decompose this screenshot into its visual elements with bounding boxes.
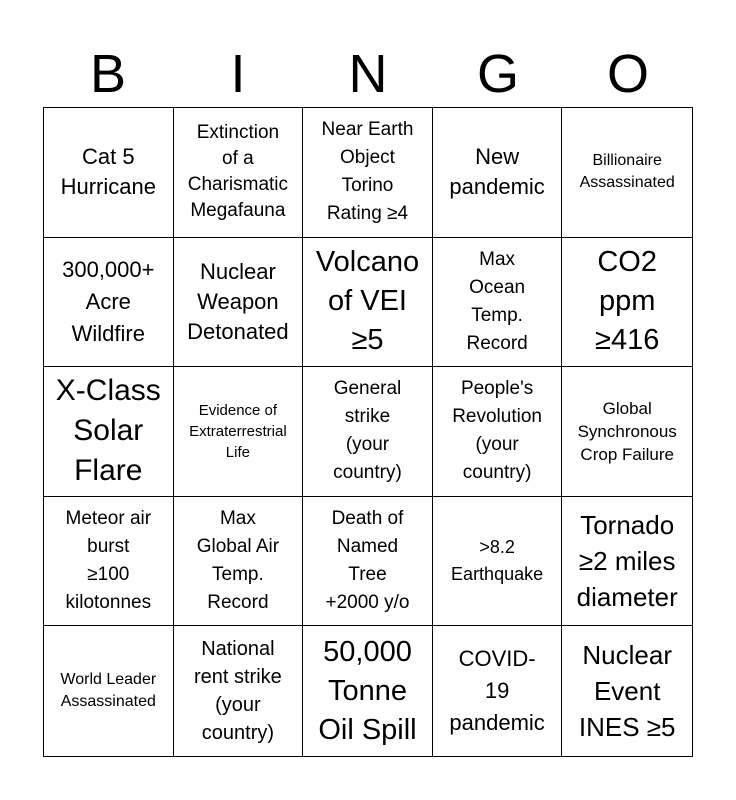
cell-text: Tornado ≥2 miles diameter bbox=[576, 510, 678, 613]
cell-text: Death of Named Tree +2000 y/o bbox=[325, 508, 410, 614]
bingo-cell[interactable] bbox=[433, 497, 563, 627]
bingo-cell[interactable] bbox=[303, 238, 433, 368]
cell-text: CO2 ppm ≥416 bbox=[595, 246, 660, 357]
cell-text: 50,000 Tonne Oil Spill bbox=[318, 635, 417, 746]
header-letter-g: G bbox=[476, 44, 519, 104]
cell-text: >8.2 Earthquake bbox=[451, 537, 544, 585]
bingo-cell[interactable] bbox=[174, 108, 304, 238]
bingo-cell[interactable] bbox=[433, 108, 563, 238]
header-letter-o: O bbox=[606, 44, 649, 104]
bingo-cell[interactable] bbox=[44, 497, 174, 627]
cell-text: Cat 5 Hurricane bbox=[60, 144, 156, 200]
cell-text: Nuclear Weapon Detonated bbox=[187, 258, 289, 344]
cell-text: General strike (your country) bbox=[333, 378, 402, 484]
cell-text: Volcano of VEI ≥5 bbox=[315, 246, 420, 357]
header-letter-n: N bbox=[348, 44, 388, 104]
bingo-cell[interactable] bbox=[44, 108, 174, 238]
cell-text: 300,000+ Acre Wildfire bbox=[62, 256, 155, 346]
header-letter-i: I bbox=[230, 44, 246, 104]
cell-text: Billionaire Assassinated bbox=[579, 152, 675, 192]
cell-text: Extinction of a Charismatic Megafauna bbox=[187, 122, 289, 222]
bingo-cell[interactable] bbox=[174, 367, 304, 497]
cell-text: Meteor air burst ≥100 kilotonnes bbox=[65, 508, 152, 614]
bingo-cell[interactable] bbox=[303, 626, 433, 756]
cell-text: People's Revolution (your country) bbox=[452, 378, 542, 484]
cell-text: COVID- 19 pandemic bbox=[449, 646, 545, 736]
cell-text: New pandemic bbox=[449, 144, 545, 200]
bingo-cell[interactable] bbox=[174, 238, 304, 368]
bingo-cell[interactable] bbox=[303, 497, 433, 627]
bingo-cell[interactable] bbox=[562, 367, 692, 497]
bingo-header bbox=[43, 42, 693, 106]
bingo-cell[interactable] bbox=[303, 367, 433, 497]
bingo-cell[interactable] bbox=[303, 108, 433, 238]
bingo-cell[interactable] bbox=[174, 626, 304, 756]
bingo-cell[interactable] bbox=[433, 238, 563, 368]
cell-text: Max Ocean Temp. Record bbox=[466, 248, 528, 354]
bingo-grid bbox=[43, 107, 693, 757]
cell-text: National rent strike (your country) bbox=[193, 638, 282, 745]
bingo-cell[interactable] bbox=[562, 238, 692, 368]
cell-text: Global Synchronous Crop Failure bbox=[577, 398, 677, 464]
cell-text: Evidence of Extraterrestrial Life bbox=[189, 401, 287, 461]
cell-text: X-Class Solar Flare bbox=[55, 374, 161, 488]
cell-text: Max Global Air Temp. Record bbox=[196, 508, 280, 614]
header-letter-b: B bbox=[89, 44, 127, 104]
bingo-cell[interactable] bbox=[562, 108, 692, 238]
bingo-cell[interactable] bbox=[44, 626, 174, 756]
bingo-cell[interactable] bbox=[433, 626, 563, 756]
cell-text: Near Earth Object Torino Rating ≥4 bbox=[321, 119, 414, 225]
bingo-cell[interactable] bbox=[174, 497, 304, 627]
bingo-cell[interactable] bbox=[562, 626, 692, 756]
bingo-cell[interactable] bbox=[44, 367, 174, 497]
bingo-cell[interactable] bbox=[433, 367, 563, 497]
bingo-cell[interactable] bbox=[562, 497, 692, 627]
bingo-cell[interactable] bbox=[44, 238, 174, 368]
cell-text: Nuclear Event INES ≥5 bbox=[578, 640, 676, 743]
cell-text: World Leader Assassinated bbox=[60, 671, 157, 711]
